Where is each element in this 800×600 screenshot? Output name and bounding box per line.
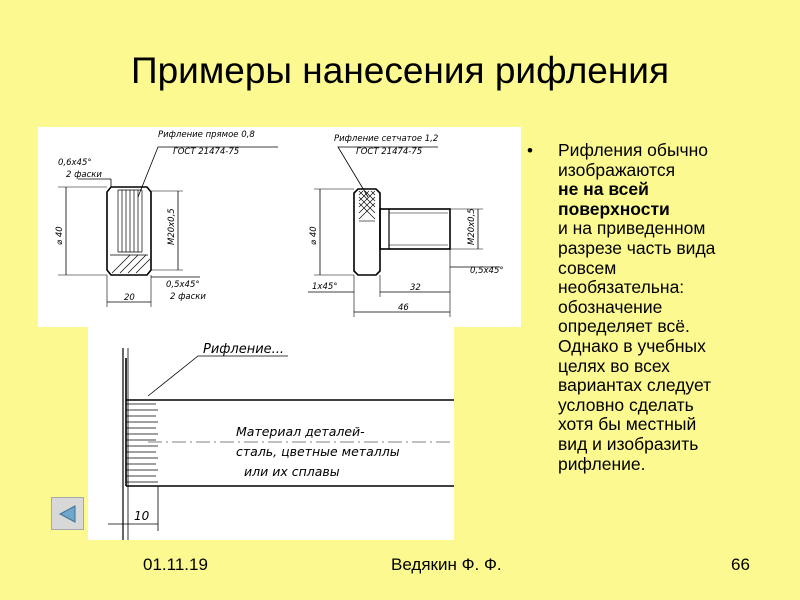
section-hatch bbox=[110, 255, 150, 273]
left-gost-label: ГОСТ 21474-75 bbox=[173, 147, 240, 157]
knurl-note-label: Рифление... bbox=[203, 342, 285, 357]
knurling-note-svg bbox=[88, 326, 454, 540]
knurl-length: 10 bbox=[134, 509, 150, 523]
left-length: 20 bbox=[124, 293, 135, 303]
bullet-line: хотя бы местный bbox=[558, 414, 697, 435]
right-part-head-outline bbox=[354, 189, 380, 275]
left-dia: ⌀ 40 bbox=[55, 226, 65, 245]
left-chamfer-top-count: 2 фаски bbox=[66, 170, 102, 180]
left-part-outline bbox=[107, 187, 151, 275]
material-note-line3: или их сплавы bbox=[244, 464, 340, 479]
triangle-left-icon bbox=[56, 502, 80, 526]
left-chamfer-bottom-count: 2 фаски bbox=[170, 292, 206, 302]
drawing-knurling-note bbox=[88, 326, 454, 540]
footer-author: Ведякин Ф. Ф. bbox=[391, 555, 502, 574]
right-chamfer-left: 1х45° bbox=[312, 282, 338, 292]
bullet-line: и на приведенном bbox=[558, 218, 706, 239]
bullet-line: Рифления обычно bbox=[558, 140, 709, 160]
right-dia: ⌀ 40 bbox=[309, 226, 319, 245]
right-knurl-label: Рифление сетчатое 1,2 bbox=[334, 134, 439, 144]
bullet-line: условно сделать bbox=[558, 394, 694, 415]
right-gost-label: ГОСТ 21474-75 bbox=[356, 147, 423, 157]
bullet-line: определяет всё. bbox=[558, 316, 690, 337]
footer-page-number: 66 bbox=[731, 555, 750, 574]
bullet-line: обозначение bbox=[558, 296, 663, 317]
bullet-line: совсем bbox=[558, 257, 617, 278]
bullet-line: Однако в учебных bbox=[558, 335, 706, 356]
drawing-knurling-examples bbox=[38, 127, 521, 327]
right-length-inner: 32 bbox=[410, 283, 421, 293]
bullet-dot: • bbox=[527, 141, 533, 160]
knurl-ticks bbox=[126, 404, 158, 482]
right-length-total: 46 bbox=[398, 303, 409, 313]
material-note-line2: сталь, цветные металлы bbox=[236, 444, 400, 459]
bullet-text bbox=[558, 141, 773, 474]
right-part-shaft-outline bbox=[380, 209, 450, 249]
right-thread: М20х0,5 bbox=[467, 208, 477, 245]
bullet-paragraph bbox=[527, 140, 773, 474]
technical-drawing-svg bbox=[38, 127, 521, 327]
bullet-line: вариантах следует bbox=[558, 375, 712, 396]
bullet-line: необязательна: bbox=[558, 277, 685, 298]
bullet-line: разрезе часть вида bbox=[558, 237, 716, 258]
bullet-line: не на всей bbox=[558, 179, 649, 200]
previous-slide-button[interactable] bbox=[51, 497, 84, 530]
bullet-line: поверхности bbox=[558, 198, 670, 219]
bullet-line: рифление. bbox=[558, 453, 646, 474]
bullet-line: вид и изобразить bbox=[558, 433, 699, 454]
bullet-line: целях во всех bbox=[558, 355, 670, 376]
straight-knurl-lines bbox=[118, 190, 142, 252]
right-chamfer-right: 0,5х45° bbox=[470, 266, 504, 276]
left-chamfer-top: 0,6х45° bbox=[58, 158, 92, 168]
left-knurl-label: Рифление прямое 0,8 bbox=[158, 130, 255, 140]
slide-title: Примеры нанесения рифления bbox=[131, 50, 669, 91]
bullet-line: изображаются bbox=[558, 159, 676, 180]
left-thread: М20х0,5 bbox=[167, 208, 177, 245]
left-chamfer-bottom: 0,5х45° bbox=[166, 280, 200, 290]
footer-date: 01.11.19 bbox=[143, 555, 208, 574]
material-note-line1: Материал деталей- bbox=[236, 424, 365, 439]
